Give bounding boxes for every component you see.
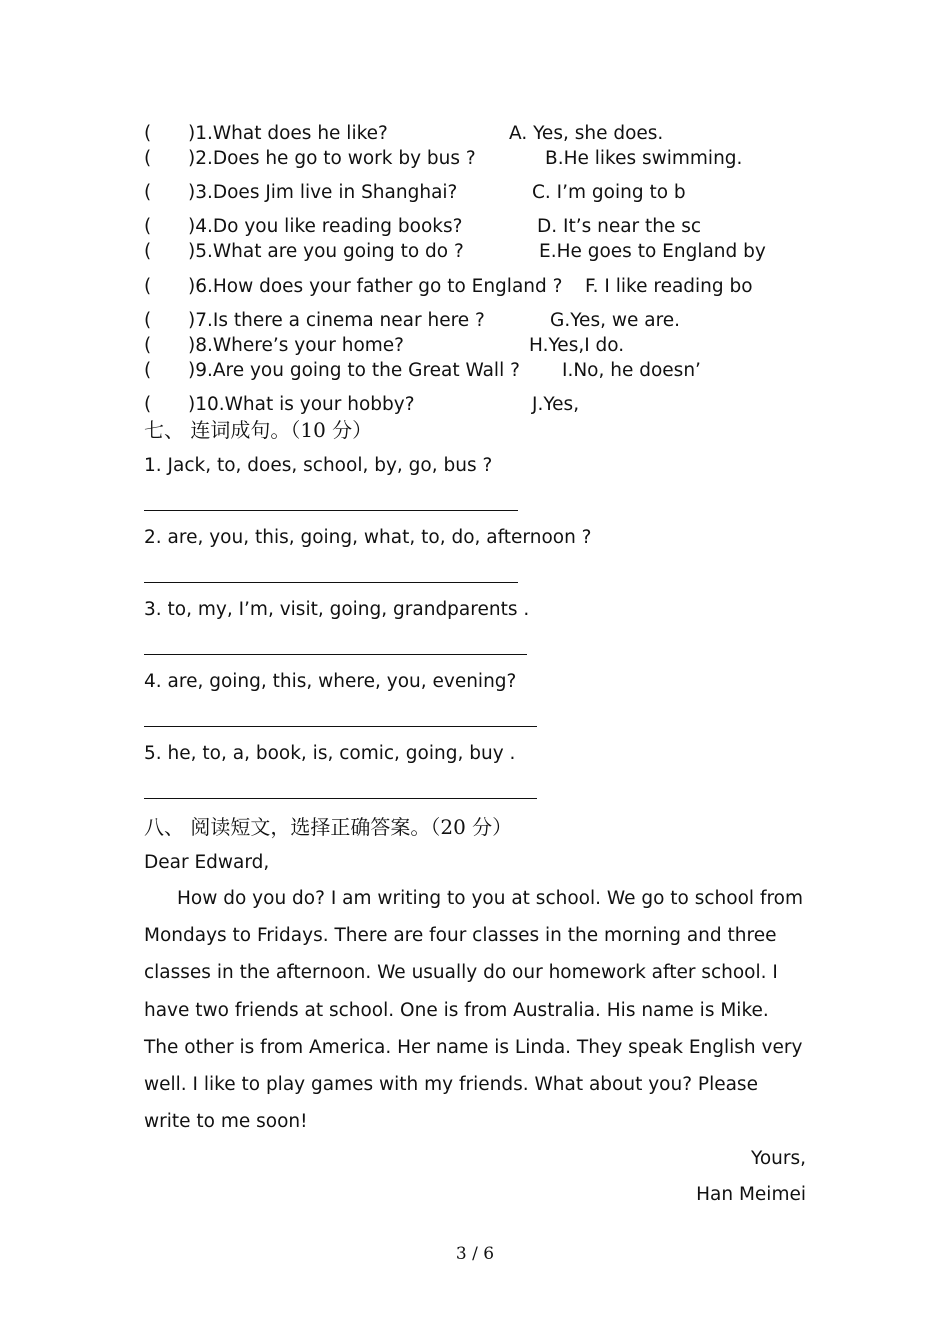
answer-paren[interactable]: ( <box>144 360 152 381</box>
question-3: )3.Does Jim live in Shanghai? <box>188 182 458 203</box>
section-7-heading: 七、 连词成句。（10 分） <box>144 418 373 442</box>
answer-line-1[interactable] <box>144 510 518 511</box>
question-8: )8.Where’s your home? <box>188 335 404 356</box>
answer-line-2[interactable] <box>144 582 518 583</box>
answer-paren[interactable]: ( <box>144 335 152 356</box>
answer-line-4[interactable] <box>144 726 537 727</box>
question-10: )10.What is your hobby? <box>188 394 415 415</box>
sentence-2: 2. are, you, this, going, what, to, do, afternoon ? <box>144 527 592 548</box>
question-9: )9.Are you going to the Great Wall ? <box>188 360 520 381</box>
option-d: D. It’s near the sc <box>537 216 702 237</box>
answer-paren[interactable]: ( <box>144 276 152 297</box>
option-f: F. I like reading bo <box>585 276 753 297</box>
option-e: E.He goes to England by <box>539 241 766 262</box>
letter-closing: Yours, <box>750 1148 806 1169</box>
answer-paren[interactable]: ( <box>144 148 152 169</box>
question-1: )1.What does he like? <box>188 123 388 144</box>
sentence-3: 3. to, my, I’m, visit, going, grandparents . <box>144 599 530 620</box>
sentence-4: 4. are, going, this, where, you, evening? <box>144 671 517 692</box>
option-j: J.Yes, <box>532 394 580 415</box>
option-h: H.Yes,I do. <box>529 335 625 356</box>
option-g: G.Yes, we are. <box>550 310 681 331</box>
answer-paren[interactable]: ( <box>144 394 152 415</box>
answer-paren[interactable]: ( <box>144 182 152 203</box>
question-2: )2.Does he go to work by bus ? <box>188 148 476 169</box>
sentence-5: 5. he, to, a, book, is, comic, going, buy . <box>144 743 516 764</box>
answer-line-5[interactable] <box>144 798 537 799</box>
letter-signature: Han Meimei <box>696 1184 806 1205</box>
answer-paren[interactable]: ( <box>144 241 152 262</box>
answer-paren[interactable]: ( <box>144 123 152 144</box>
sentence-1: 1. Jack, to, does, school, by, go, bus ? <box>144 455 493 476</box>
option-c: C. I’m going to b <box>532 182 686 203</box>
page-number: 3 / 6 <box>455 1244 495 1264</box>
answer-line-3[interactable] <box>144 654 527 655</box>
question-7: )7.Is there a cinema near here ? <box>188 310 485 331</box>
question-6: )6.How does your father go to England ? <box>188 276 563 297</box>
section-8-heading: 八、 阅读短文，选择正确答案。（20 分） <box>144 815 513 839</box>
letter-salutation: Dear Edward, <box>144 852 270 873</box>
option-i: I.No, he doesn’ <box>562 360 701 381</box>
letter-body: How do you do? I am writing to you at school. We go to school from Mondays to Fridays. There are four classes in the morning and three classes in the afternoon. We usually do our homework after school. I have two friends at school. One is from Australia. His name is Mike. The other is from America. Her name is Linda. They speak English very well. I like to play games with my friends. What about you? Please write to me soon! <box>144 888 803 1133</box>
question-5: )5.What are you going to do ? <box>188 241 464 262</box>
answer-paren[interactable]: ( <box>144 216 152 237</box>
option-b: B.He likes swimming. <box>545 148 743 169</box>
option-a: A. Yes, she does. <box>509 123 664 144</box>
question-4: )4.Do you like reading books? <box>188 216 463 237</box>
answer-paren[interactable]: ( <box>144 310 152 331</box>
